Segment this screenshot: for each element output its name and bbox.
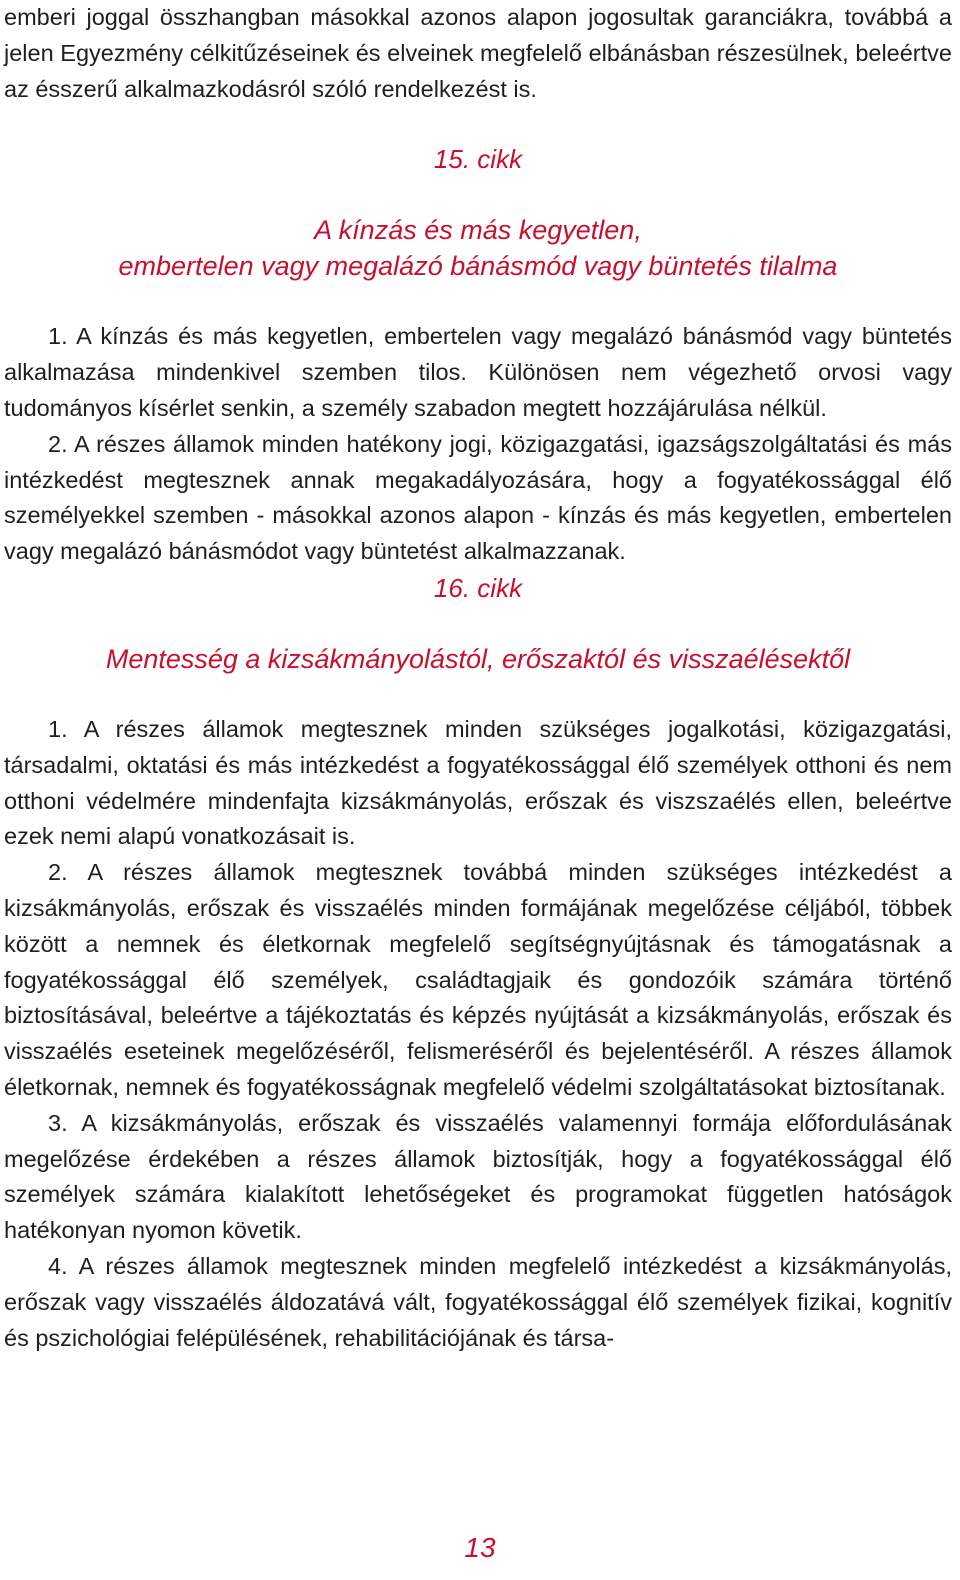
article-16-paragraph-3: 3. A kizsákmányolás, erőszak és visszaélés valamennyi formája előfordulásának megelőzése érdekében a részes államok biztosítják, hogy a fogyatékossággal élő személyek számára kialakított lehetőségeket és programokat független hatóságok hatékonyan nyomon követik. [4, 1109, 952, 1244]
article-16-paragraph-2: 2. A részes államok megtesznek továbbá minden szükséges intézkedést a kizsákmányolás, erőszak és visszaélés minden formájának megelőzése céljából, többek között a nemnek és életkornak megfelelő segítségnyújtásnak és támogatásnak a fogyatékossággal élő személyek, családtagjaik és gondozóik számára történő biztosításával, beleértve a tájékoztatás és képzés nyújtását a kizsákmányolás, erőszak és visszaélés eseteinek megelőzéséről, felismeréséről és bejelentéséről. A részes államok életkornak, nemnek és fogyatékosságnak megfelelő védelmi szolgáltatásokat biztosítanak. [4, 859, 952, 1100]
article-16-paragraph-4: 4. A részes államok megtesznek minden megfelelő intézkedést a kizsákmányolás, erőszak vagy visszaélés áldozatává vált, fogyatékossággal élő személyek fizikai, kognitív és pszichológiai felépülésének, rehabilitációjának és társa- [4, 1252, 952, 1351]
article-15-title-line1: A kínzás és más kegyetlen, [314, 215, 642, 246]
article-16-title: Mentesség a kizsákmányolástól, erőszaktól és visszaélésektől [105, 643, 851, 674]
article-15-number: 15. cikk [433, 144, 523, 175]
article-15-paragraph-2: 2. A részes államok minden hatékony jogi, közigazgatási, igazságszolgáltatási és más intézkedést megtesznek annak megakadályozására, hogy a fogyatékossággal élő személyekkel szemben - másokkal azonos alapon - kínzás és más kegyetlen, embertelen vagy megalázó bánásmódot vagy büntetést alkalmazzanak. [4, 430, 952, 565]
intro-paragraph: emberi joggal összhangban másokkal azonos alapon jogosultak garanciákra, továbbá a jelen Egyezmény célkitűzéseinek és elveinek megfelelő elbánásban részesülnek, beleértve az ésszerű alkalmazkodásról szóló rendelkezést is. [4, 4, 952, 102]
article-15-title-line2: embertelen vagy megalázó bánásmód vagy büntetés tilalma [118, 251, 838, 282]
document-page [4, 0, 952, 1356]
article-16-number: 16. cikk [433, 572, 523, 603]
page-number: 13 [464, 1532, 496, 1563]
article-16-paragraph-1: 1. A részes államok megtesznek minden szükséges jogalkotási, közigazgatási, társadalmi, oktatási és más intézkedést a fogyatékossággal élő személyek otthoni és nem otthoni védelmére mindenfajta kizsákmányolás, erőszak és viszszaélés ellen, beleértve ezek nemi alapú vonatkozásait is. [4, 715, 952, 850]
article-15-paragraph-1: 1. A kínzás és más kegyetlen, embertelen vagy megalázó bánásmód vagy büntetés alkalmazása mindenkivel szemben tilos. Különösen nem végezhető orvosi vagy tudományos kísérlet senkin, a személy szabadon megtett hozzájárulása nélkül. [4, 323, 952, 421]
